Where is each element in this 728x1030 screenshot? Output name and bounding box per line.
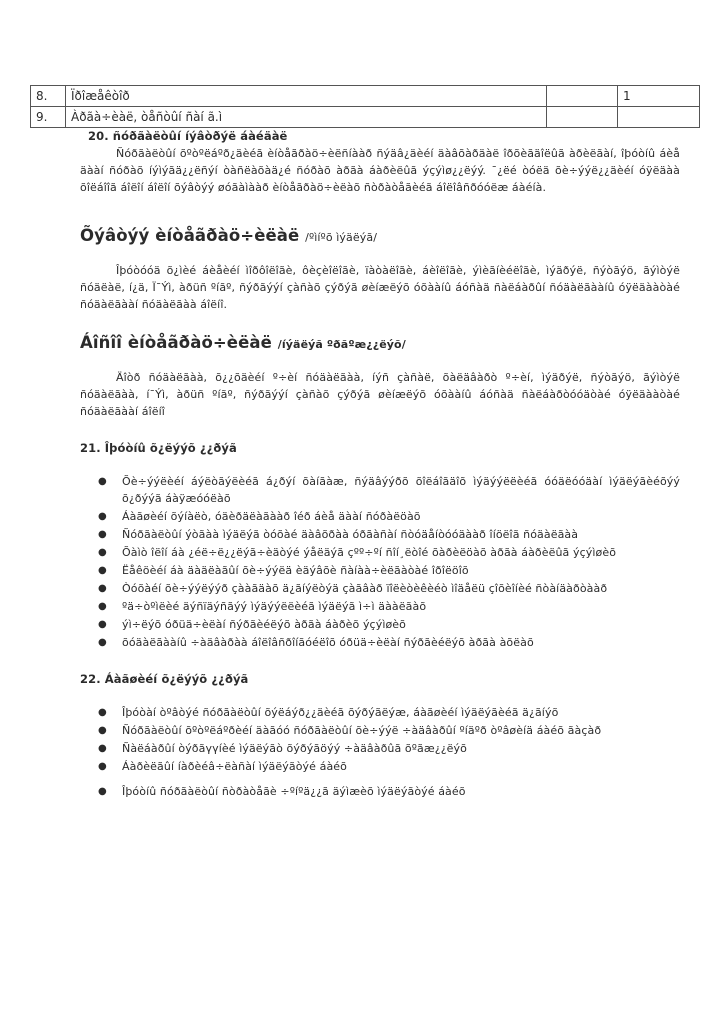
- list-22-heading: 22. Áàãøèéí õ¿ëýýõ ¿¿ðýã: [80, 672, 249, 686]
- list-item: ● ºä÷òºìëèé äýñïäýñãýý ìýäýýëëèéã ìýäëýã ì÷ì äààëãàõ: [98, 598, 680, 615]
- list-item: ● Ñóðãàëòûí õºòºëáºðèéí äàãóó ñóðãàëòûí õè÷ýýë ÷àäâàðûí ºíäºð òºâøèíä áàéõ ãàçàð: [98, 722, 680, 739]
- row-value: [618, 107, 700, 128]
- table-row: [31, 86, 700, 107]
- table-row: [31, 107, 700, 128]
- item-20-paragraph: Ñóðãàëòûí õºòºëáºð¿äèéã èíòåãðàö÷èëñíààð ñýäâ¿äèéí äàâõàðäàë îðõèãäîëûã àðèëãàí, îþóòíû áèå äààí ñóðàõ íýìýãä¿¿ëñýí òàñëàõàä¿é ñóðàõ àðãà áàðèëûã ýçýìø¿¿ëýý. ¯¿ëé òóëä õè÷ýýë¿¿äèéí óÿëäàà õîëáîîã áîëîí áîëîí õýâòýý øóãàìààð èíòåãðàö÷èëàõ ñòðàòåãèéã áîëîâñðóóëæ áàéíà.: [80, 147, 680, 194]
- section-2-title: Áîñîî èíòåãðàö÷èëàë: [80, 333, 272, 352]
- section-1-title: Õýâòýý èíòåãðàö÷èëàë: [80, 226, 300, 245]
- list-21: [80, 473, 680, 651]
- section-2-heading: [80, 333, 680, 355]
- list-item: ● Ñàëáàðûí òýðãүүíèé ìýäëýãò õýðýãöýý ÷àäâàðûã õºãæ¿¿ëýõ: [98, 740, 680, 757]
- list-item: ● Ñóðãàëòûí ýòãàà ìýäëýã òóõàé äàâõðàà óðãàñàí ñòóäåíòóóäààð îíöëîã ñóäàëãàà: [98, 526, 680, 543]
- list-item: ● Ëåêöèéí áà äàäëàãûí õè÷ýýëä èäýâõè ñàíàà÷èëãàòàé îðîëöîõ: [98, 562, 680, 579]
- row-name: Àðãà÷èàë, òåñòûí ñàí ã.ì: [66, 107, 547, 128]
- document-body: [80, 128, 680, 801]
- section-1-heading: [80, 226, 680, 248]
- list-item: ● Îþóòàí òºâòýé ñóðãàëòûí õýëáýð¿¿äèéã õýðýãëýæ, áàãøèéí ìýäëýãèéã ä¿ãíýõ: [98, 704, 680, 721]
- equipment-table: [30, 85, 700, 128]
- row-value: 1: [618, 86, 700, 107]
- section-1-paragraph: Îþóòóóä õ¿ìèé áèåèéí ìîðôîëîãè, ôèçèîëîãè, ïàòàëîãè, áèîëîãè, ýìèãíèéëîãè, ìýäðýë, ñýòãýö, ãýìòýë ñóäëàë, í¿ä, Ï¯Ýì, àðüñ ºíãº, ñýðãýýí çàñàõ çýðýã øèíæëýõ óõààíû áóñàä ñàëáàðûí ñóäàëãààíû óÿëäààòàé ñóäàëãààí ñóäàëãàà áîëíî.: [80, 264, 680, 311]
- section-2-subtitle: /íýäëýã ºðãºæ¿¿ëýõ/: [277, 338, 406, 351]
- row-empty: [547, 86, 618, 107]
- list-21-heading: 21. Îþóòíû õ¿ëýýõ ¿¿ðýã: [80, 441, 237, 455]
- row-number: 8.: [31, 86, 66, 107]
- list-item: ● Õè÷ýýëèéí áýëòãýëèéã á¿ðýí õàíãàæ, ñýäâýýðõ õîëáîãäîõ ìýäýýëëèéã óóäëóóäàí ìýäëýãèéõýý õ¿ðýýã áàÿæóóëàõ: [98, 473, 680, 507]
- row-number: 9.: [31, 107, 66, 128]
- list-item: ● õóäàëãààíû ÷àäâàðàà áîëîâñðîíãóéëîõ óðüä÷èëàí ñýðãèéëýõ àðãà àõëàõ: [98, 634, 680, 651]
- list-item: ● Îþóòíû ñóðãàëòûí ñòðàòåãè ÷ºíºä¿¿ã äýìæèõ ìýäëýãòýé áàéõ: [98, 783, 680, 800]
- list-item: ● Òóõàéí õè÷ýýëýýð çààãäàõ ä¿ãíýëòýä çàãâàð ïîëèòèêèéò ìîäåëü çîõèîíèé ñòàíäàðòààð: [98, 580, 680, 597]
- list-item: ● Õàìò îëîí áà ¿éë÷ë¿¿ëýã÷èäòýé ýåëäýã çºº÷ºí ñîí¸ëòîé õàðèëöàõ àðãà áàðèëûã ýçýìøèõ: [98, 544, 680, 561]
- row-empty: [547, 107, 618, 128]
- section-1-subtitle: /ºìíºõ ìýäëýã/: [305, 231, 377, 244]
- list-22: [80, 704, 680, 800]
- section-2-paragraph: Äîòð ñóäàëãàà, õ¿¿õäèéí º÷èí ñóäàëãàà, íýñ çàñàë, õàëäâàðò º÷èí, ìýäðýë, ñýòãýö, ãýìòýë ñóäàëãàà, í¯Ýì, àðüñ ºíãº, ñýðãýýí çàñàõ çýðýã øèíæëýõ óõààíû áóñàä ñàëáàðòóóäòàé óÿëäààòàé ñóäàëãààí áîëíî: [80, 371, 680, 418]
- list-item: ● Áàãøèéí õýíàëò, óäèðäëàãààð îéð áèå äààí ñóðàëöàõ: [98, 508, 680, 525]
- list-item: ● ýì÷ëýõ óðüä÷èëàí ñýðãèéëýõ àðãà áàðèõ ýçýìøèõ: [98, 616, 680, 633]
- item-20-title: 20. ñóðãàëòûí íýâòðýë áàéäàë: [88, 129, 288, 143]
- row-name: Ïðîæåêòîð: [66, 86, 547, 107]
- list-item: ● Áàðèëãûí íàðèéâ÷ëàñàí ìýäëýãòýé áàéõ: [98, 758, 680, 775]
